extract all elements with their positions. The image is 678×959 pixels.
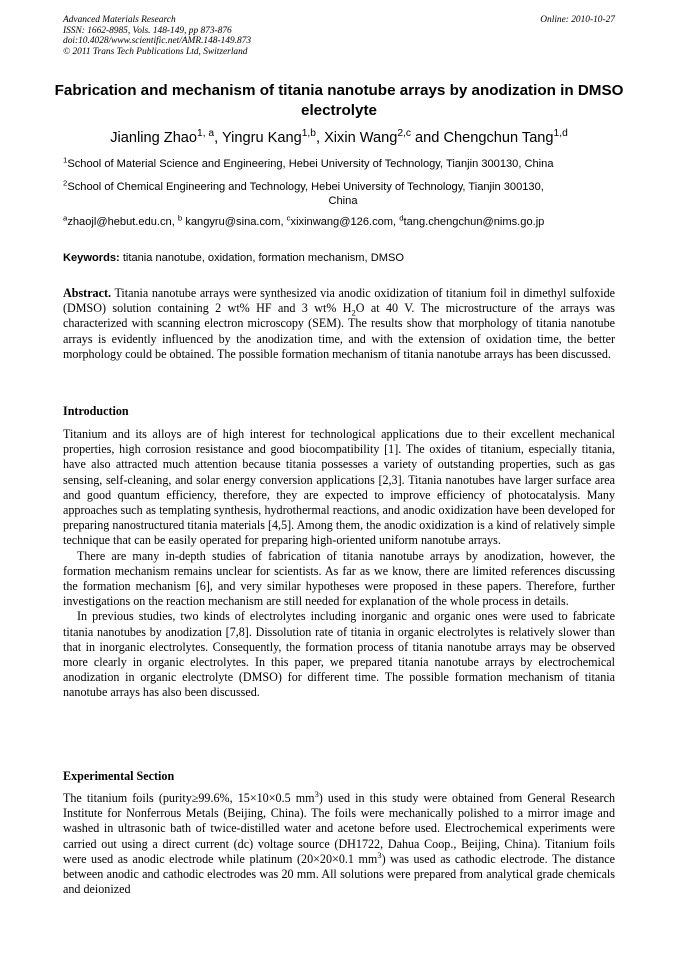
copyright-line: © 2011 Trans Tech Publications Ltd, Switzerland [63, 46, 248, 57]
paragraph: The titanium foils (purity≥99.6%, 15×10×0.5 $mm^3$) used in this study were obtained from General Research Institute for Nonferrous Metals (Beijing, China). The foils were mechanically polished to a mirror image and washed in ultrasonic bath of twice-distilled water and acetone before used. Electrochemical experiments were carried out using a direct current (dc) voltage source (DH1722, Dahua Coop., Beijing, China). Titanium foils were used as anodic electrode while platinum (20×20×0.1 $mm^3$) was used as cathodic electrode. The distance between anodic and cathodic electrodes was 20 mm. All solutions were prepared from analytical grade chemicals and deionized [63, 788, 615, 897]
paper-title: Fabrication and mechanism of titania nanotube arrays by anodization in DMSO electrolyte [54, 82, 624, 119]
author-emails: $^a$zhaojl@hebut.edu.cn, $^b$ kangyru@sina.com, $^c$xixinwang@126.com, $^d$tang.chengchun@nims.go.jp [63, 213, 545, 228]
author-affil-mark: 1,d [553, 128, 568, 140]
author-affil-mark: 1,b [301, 128, 316, 140]
online-date: Online: 2010-10-27 [540, 15, 615, 25]
author-affil-mark: 2,c [397, 128, 411, 140]
affiliation-2-country: China [328, 195, 358, 207]
keywords-label: Keywords: [63, 252, 120, 264]
author-name: Yingru Kang [221, 130, 302, 146]
abstract-label: Abstract. [63, 286, 112, 300]
running-header [63, 15, 251, 57]
author-affil-mark: 1, a [197, 128, 215, 140]
issn-line: ISSN: 1662-8985, Vols. 148-149, pp 873-876 [63, 25, 232, 36]
author-name: Jianling Zhao [110, 130, 198, 146]
experimental-body [63, 788, 615, 897]
email-link[interactable]: kangyru@sina.com [185, 216, 281, 228]
author-list: Jianling Zhao$^{1, a}$, Yingru Kang$^{1,b}$, Xixin Wang$^{2,c}$ and Chengchun Tang$^{1,d}$ [110, 128, 568, 146]
introduction-body [63, 427, 615, 701]
email-link[interactable]: xixinwang@126.com [290, 216, 394, 228]
email-link[interactable]: tang.chengchun@nims.go.jp [403, 216, 545, 228]
affiliation-1: $^1$School of Material Science and Engineering, Hebei University of Technology, Tianjin 300130, China [63, 155, 554, 170]
paragraph: Titanium and its alloys are of high interest for technological applications due to their excellent mechanical properties, high corrosion resistance and good biocompatibility [1]. The oxides of titanium, especially titania, have also attracted much attention because titania possesses a variety of outstanding properties, such as gas sensing, self-cleaning, and solar energy conversion applications [2,3]. Titania nanotubes have larger surface area and good quantum efficiency, therefore, they are expected to improve efficiency of photocatalysis. Many approaches such as templating synthesis, hydrothermal reactions, and anodic oxidization have been developed for preparing nanostructured titania materials [4,5]. Among them, the anodic oxidization is a kind of relatively simple technique that can be easily operated for preparing high-oriented uniform nanotube arrays. [63, 427, 615, 548]
paragraph: There are many in-depth studies of fabrication of titania nanotube arrays by anodization, however, the formation mechanism remains unclear for scientists. As far as we know, there are limited references discussing the formation mechanism [6], and very similar hypotheses were proposed in these papers. Therefore, further investigations on the reaction mechanism are still needed for explanation of the whole process in details. [63, 548, 615, 609]
abstract: Abstract. Titania nanotube arrays were synthesized via anodic oxidization of titanium foil in dimethyl sulfoxide (DMSO) solution containing 2 wt% HF and 3 wt% $H_2O$ at 40 V. The microstructure of the arrays was characterized with scanning electron microscopy (SEM). The results show that morphology of titania nanotube arrays is evidently influenced by the anodization time, and with the extension of oxidation time, the better morphology could be obtained. The possible formation mechanism of titania nanotube arrays has been discussed. [63, 286, 616, 361]
paragraph: In previous studies, two kinds of electrolytes including inorganic and organic ones were used to fabricate titania nanotubes by anodization [7,8]. Dissolution rate of titania in organic electrolytes is relatively slower than that in inorganic electrolytes. Consequently, the formation process of titania nanotube arrays may be observed more clearly in organic electrolytes. In this paper, we prepared titania nanotube arrays by electrochemical anodization in organic electrolyte (DMSO) for different time. The possible formation mechanism of titania nanotube arrays has also been discussed. [63, 609, 615, 700]
section-heading-experimental: Experimental Section [63, 769, 175, 783]
journal-name: Advanced Materials Research [63, 15, 176, 25]
author-name: Chengchun Tang [443, 130, 554, 146]
section-heading-introduction: Introduction [63, 404, 129, 418]
affiliation-2: $^2$School of Chemical Engineering and Technology, Hebei University of Technology, Tianjin 300130, [63, 178, 544, 193]
email-link[interactable]: zhaojl@hebut.edu.cn [67, 216, 172, 228]
doi-line: doi:10.4028/www.scientific.net/AMR.148-149.873 [63, 36, 252, 47]
author-name: Xixin Wang [324, 130, 398, 146]
keywords-text: titania nanotube, oxidation, formation mechanism, DMSO [122, 252, 404, 264]
keywords [63, 251, 623, 265]
